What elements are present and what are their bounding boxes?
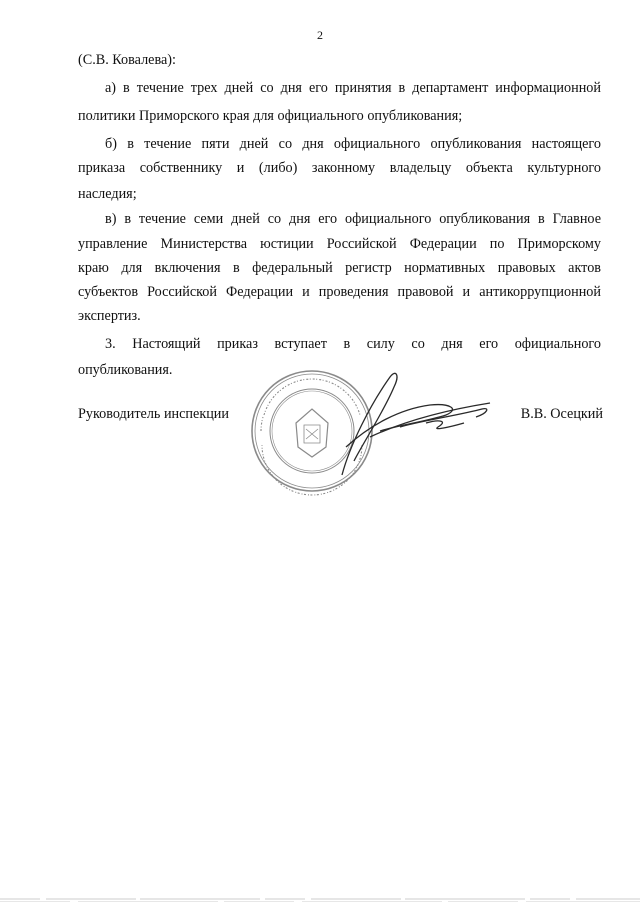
text-line: краю для включения в федеральный регистр нормативных правовых актов <box>78 260 601 276</box>
text-line: субъектов Российской Федерации и проведения правовой и антикоррупционной <box>78 284 601 300</box>
scan-border-lines <box>0 897 640 903</box>
text-line: (С.В. Ковалева): <box>78 52 176 68</box>
text-line: приказа собственнику и (либо) законному владельцу объекта культурного <box>78 160 601 176</box>
text-line: а) в течение трех дней со дня его принятия в департамент информационной <box>105 80 601 96</box>
text-line: управление Министерства юстиции Российской Федерации по Приморскому <box>78 236 601 252</box>
text-line: экспертиз. <box>78 308 141 324</box>
text-line: опубликования. <box>78 362 173 378</box>
official-seal-stamp <box>250 365 500 510</box>
text-line: политики Приморского края для официального опубликования; <box>78 108 463 124</box>
signatory-position: Руководитель инспекции <box>78 406 229 422</box>
text-line: б) в течение пяти дней со дня официального опубликования настоящего <box>105 136 601 152</box>
seal-icon <box>252 371 372 495</box>
text-line: 3. Настоящий приказ вступает в силу со дня его официального <box>105 336 601 352</box>
page-number: 2 <box>317 28 323 42</box>
text-line: в) в течение семи дней со дня его официального опубликования в Главное <box>105 211 601 227</box>
signatory-name: В.В. Осецкий <box>520 406 603 422</box>
text-line: наследия; <box>78 186 137 202</box>
